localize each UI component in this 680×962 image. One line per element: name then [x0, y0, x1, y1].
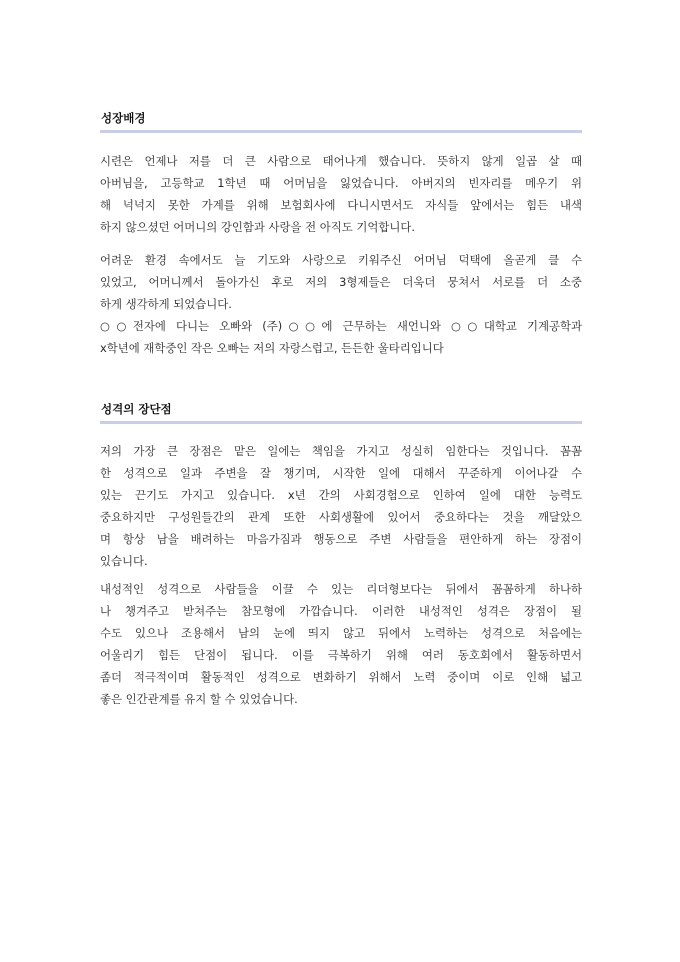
section-title: 성격의 장단점: [101, 402, 172, 416]
text-line: 있습니다.: [100, 554, 148, 568]
text-line: 수도 있으나 조용해서 남의 눈에 띄지 않고 뒤에서 노력하는 성격으로 처음에는: [100, 626, 582, 640]
section-divider: [100, 130, 582, 133]
text-line: 좀더 적극적이며 활동적인 성격으로 변화하기 위해서 노력 중이며 이로 인해 넓고: [100, 670, 582, 684]
text-line: 한 성격으로 일과 주변을 잘 챙기며, 시작한 일에 대해서 꾸준하게 이어나갈 수: [100, 466, 582, 480]
text-line: 나 챙겨주고 받쳐주는 참모형에 가깝습니다. 이러한 내성적인 성격은 장점이 될: [100, 604, 582, 618]
paragraph: [100, 578, 582, 710]
text-line: 좋은 인간관계를 유지 할 수 있었습니다.: [100, 692, 298, 706]
paragraph: [100, 150, 582, 238]
section-header-personality: [100, 401, 582, 424]
text-line: 어려운 환경 속에서도 늘 기도와 사랑으로 키워주신 어머님 덕택에 올곧게 클 수: [100, 253, 582, 267]
text-line: 있었고, 어머니께서 돌아가신 후로 저의 3형제들은 더욱더 뭉쳐서 서로를 더 소중: [100, 275, 582, 289]
section-header-background: [100, 110, 582, 133]
text-line: 있는 끈기도 가지고 있습니다. x년 간의 사회경험으로 인하여 일에 대한 능력도: [100, 488, 582, 502]
paragraph: [100, 249, 582, 359]
text-line: 저의 가장 큰 장점은 맡은 일에는 책임을 가지고 성실히 임한다는 것입니다. 꼼꼼: [100, 444, 582, 458]
section-title: 성장배경: [101, 111, 146, 125]
text-line: 해 넉넉지 못한 가계를 위해 보험회사에 다니시면서도 자식들 앞에서는 힘든 내색: [100, 198, 582, 212]
text-line: 하게 생각하게 되었습니다.: [100, 297, 232, 311]
text-line: 어울리기 힘든 단점이 됩니다. 이를 극복하기 위해 여러 동호회에서 활동하면서: [100, 648, 582, 662]
text-line: 내성적인 성격으로 사람들을 이끌 수 있는 리더형보다는 뒤에서 꼼꼼하게 하나하: [100, 582, 582, 596]
text-line: 며 항상 남을 배려하는 마음가짐과 행동으로 주변 사람들을 편안하게 하는 장점이: [100, 532, 582, 546]
text-line: 시련은 언제나 저를 더 큰 사람으로 태어나게 했습니다. 뜻하지 않게 일곱 살 때: [100, 154, 582, 168]
section-divider: [100, 421, 582, 424]
text-line: x학년에 재학중인 작은 오빠는 저의 자랑스럽고, 든든한 울타리입니다: [100, 341, 444, 355]
paragraph: [100, 440, 582, 572]
text-line: 중요하지만 구성원들간의 관계 또한 사회생활에 있어서 중요하다는 것을 깨달았으: [100, 510, 582, 524]
text-line: 하지 않으셨던 어머니의 강인함과 사랑을 전 아직도 기억합니다.: [100, 220, 416, 234]
text-line: ○○전자에 다니는 오빠와 (주)○○에 근무하는 새언니와 ○○대학교 기계공학과: [100, 319, 582, 333]
text-line: 아버님을, 고등학교 1학년 때 어머님을 잃었습니다. 아버지의 빈자리를 메우기 위: [100, 176, 582, 190]
